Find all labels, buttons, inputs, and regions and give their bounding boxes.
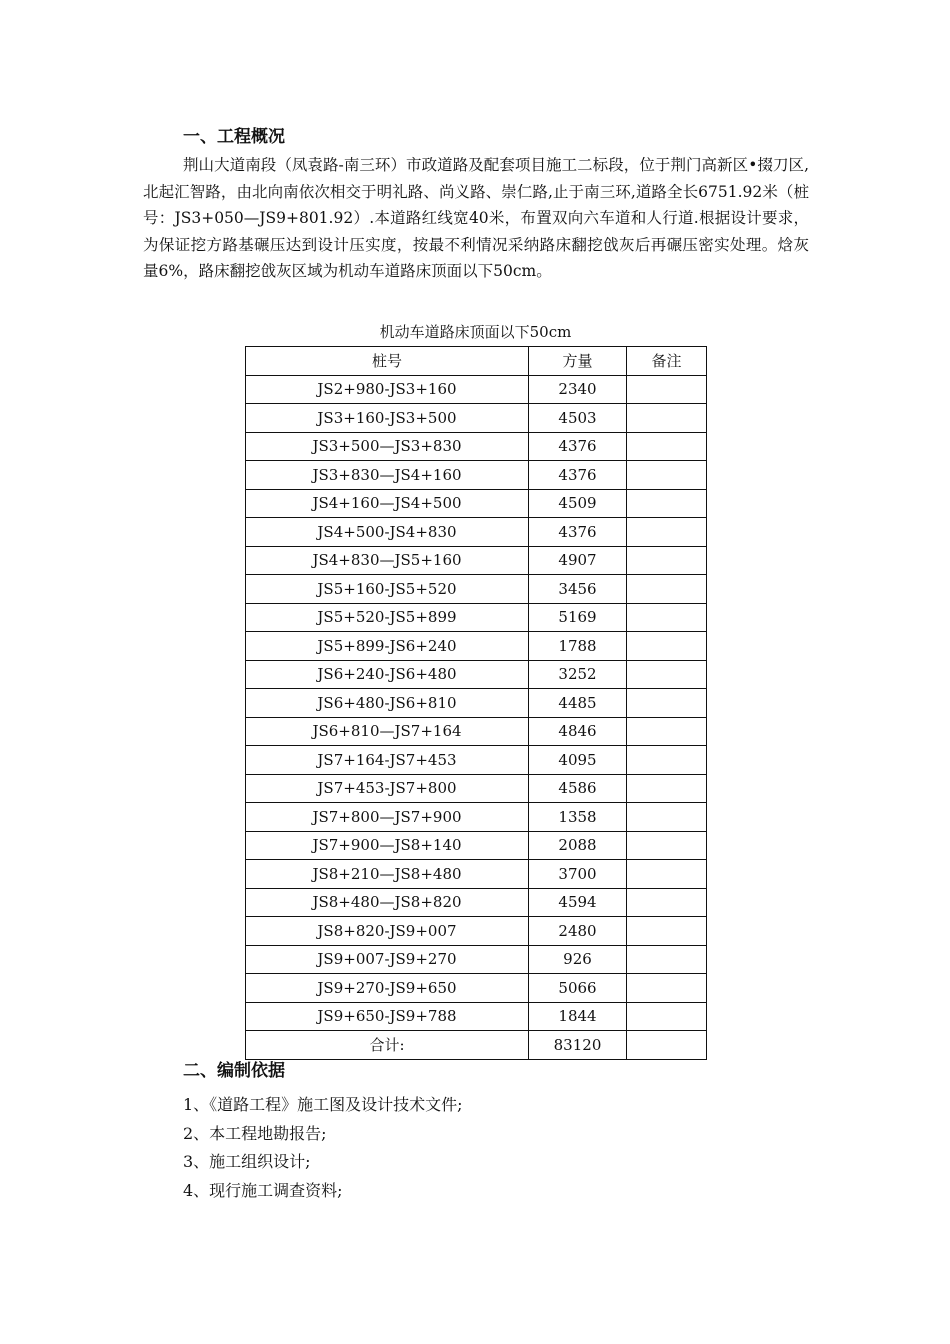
quantity-cell: 4509 (529, 489, 627, 518)
table-row (246, 603, 707, 632)
table-row (246, 404, 707, 433)
header-station: 桩号 (246, 347, 529, 376)
table-row (246, 803, 707, 832)
quantity-cell: 926 (529, 945, 627, 974)
quantity-cell: 3252 (529, 660, 627, 689)
table-row (246, 831, 707, 860)
quantity-cell: 4503 (529, 404, 627, 433)
quantity-cell: 1844 (529, 1002, 627, 1031)
quantity-cell: 4376 (529, 518, 627, 547)
remark-cell (627, 774, 707, 803)
station-cell: JS7+164-JS7+453 (246, 746, 529, 775)
table-row (246, 461, 707, 490)
station-cell: JS4+500-JS4+830 (246, 518, 529, 547)
remark-cell (627, 461, 707, 490)
table-row (246, 660, 707, 689)
station-cell: JS8+820-JS9+007 (246, 917, 529, 946)
table-row (246, 489, 707, 518)
header-quantity: 方量 (529, 347, 627, 376)
remark-cell (627, 717, 707, 746)
remark-cell (627, 375, 707, 404)
remark-cell (627, 917, 707, 946)
remark-cell (627, 831, 707, 860)
basis-list-item: 2、本工程地勘报告; (183, 1123, 327, 1143)
remark-cell (627, 518, 707, 547)
quantity-cell: 4376 (529, 432, 627, 461)
table-row (246, 1002, 707, 1031)
table-row (246, 546, 707, 575)
remark-cell (627, 945, 707, 974)
table-row (246, 518, 707, 547)
station-cell: JS7+800—JS7+900 (246, 803, 529, 832)
remark-cell (627, 546, 707, 575)
quantity-cell: 2480 (529, 917, 627, 946)
quantity-cell: 2340 (529, 375, 627, 404)
table-row (246, 717, 707, 746)
remark-cell (627, 489, 707, 518)
station-cell: JS4+160—JS4+500 (246, 489, 529, 518)
quantity-cell: 4485 (529, 689, 627, 718)
table-row (246, 746, 707, 775)
station-cell: JS5+899-JS6+240 (246, 632, 529, 661)
station-cell: JS6+810—JS7+164 (246, 717, 529, 746)
remark-cell (627, 974, 707, 1003)
table-row (246, 917, 707, 946)
quantity-cell: 1358 (529, 803, 627, 832)
station-cell: JS9+007-JS9+270 (246, 945, 529, 974)
quantity-table (245, 346, 707, 1060)
basis-list-item: 3、施工组织设计; (183, 1152, 311, 1171)
total-remark-cell (627, 1031, 707, 1060)
remark-cell (627, 803, 707, 832)
station-cell: JS9+650-JS9+788 (246, 1002, 529, 1031)
table-row (246, 689, 707, 718)
remark-cell (627, 575, 707, 604)
quantity-cell: 4586 (529, 774, 627, 803)
total-label-cell: 合计: (246, 1031, 529, 1060)
table-total-row (246, 1031, 707, 1060)
station-cell: JS7+900—JS8+140 (246, 831, 529, 860)
remark-cell (627, 632, 707, 661)
quantity-cell: 4095 (529, 746, 627, 775)
remark-cell (627, 860, 707, 889)
remark-cell (627, 1002, 707, 1031)
remark-cell (627, 689, 707, 718)
table-row (246, 632, 707, 661)
quantity-cell: 4594 (529, 888, 627, 917)
quantity-cell: 1788 (529, 632, 627, 661)
station-cell: JS6+240-JS6+480 (246, 660, 529, 689)
table-row (246, 974, 707, 1003)
quantity-cell: 3456 (529, 575, 627, 604)
station-cell: JS6+480-JS6+810 (246, 689, 529, 718)
table-row (246, 575, 707, 604)
remark-cell (627, 404, 707, 433)
quantity-cell: 5066 (529, 974, 627, 1003)
quantity-cell: 2088 (529, 831, 627, 860)
table-row (246, 860, 707, 889)
remark-cell (627, 603, 707, 632)
remark-cell (627, 888, 707, 917)
project-overview-paragraph: 荆山大道南段（凤袁路-南三环）市政道路及配套项目施工二标段，位于荆门高新区•掇刀区,北起汇智路，由北向南依次相交于明礼路、尚义路、崇仁路,止于南三环,道路全长6751.92米（桩号：JS3+050—JS9+801.92）.本道路红线宽40米，布置双向六车道和人行道.根据设计要求，为保证挖方路基碾压达到设计压实度，按最不利情况采纳路床翻挖戗灰后再碾压密实处理。焓灰量6%，路床翻挖戗灰区域为机动车道路床顶面以下50cm。 (143, 156, 809, 280)
station-cell: JS8+210—JS8+480 (246, 860, 529, 889)
station-cell: JS3+160-JS3+500 (246, 404, 529, 433)
remark-cell (627, 660, 707, 689)
section1-heading: 一、工程概况 (183, 127, 285, 147)
station-cell: JS5+520-JS5+899 (246, 603, 529, 632)
station-cell: JS3+830—JS4+160 (246, 461, 529, 490)
station-cell: JS9+270-JS9+650 (246, 974, 529, 1003)
table-row (246, 945, 707, 974)
table-row (246, 774, 707, 803)
section2-heading: 二、编制依据 (183, 1061, 285, 1081)
header-remark: 备注 (627, 347, 707, 376)
table-body (246, 375, 707, 1059)
table-row (246, 432, 707, 461)
table-caption: 机动车道路床顶面以下50cm (379, 323, 572, 341)
basis-list (183, 1091, 463, 1205)
remark-cell (627, 746, 707, 775)
remark-cell (627, 432, 707, 461)
station-cell: JS2+980-JS3+160 (246, 375, 529, 404)
station-cell: JS7+453-JS7+800 (246, 774, 529, 803)
quantity-cell: 4846 (529, 717, 627, 746)
station-cell: JS5+160-JS5+520 (246, 575, 529, 604)
table-row (246, 888, 707, 917)
basis-list-item: 4、现行施工调查资料; (183, 1180, 343, 1200)
table-header-row (246, 347, 707, 376)
basis-list-item: 1、《道路工程》施工图及设计技术文件; (183, 1095, 463, 1114)
station-cell: JS3+500—JS3+830 (246, 432, 529, 461)
quantity-cell: 4376 (529, 461, 627, 490)
station-cell: JS8+480—JS8+820 (246, 888, 529, 917)
quantity-cell: 3700 (529, 860, 627, 889)
quantity-cell: 5169 (529, 603, 627, 632)
quantity-cell: 4907 (529, 546, 627, 575)
table-row (246, 375, 707, 404)
station-cell: JS4+830—JS5+160 (246, 546, 529, 575)
total-quantity-cell: 83120 (529, 1031, 627, 1060)
